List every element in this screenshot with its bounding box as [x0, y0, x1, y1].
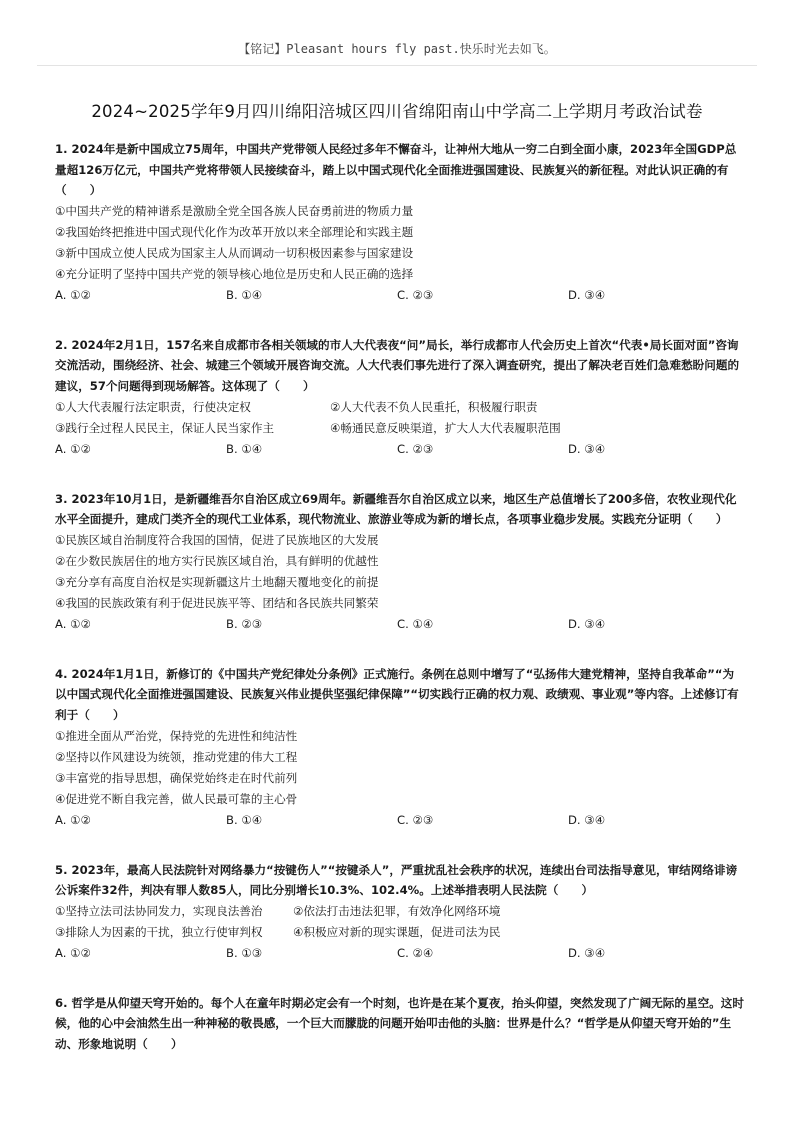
choice-c[interactable]: C. ②④: [397, 945, 434, 960]
answer-choices: [55, 439, 745, 460]
question-stem: 2. 2024年2月1日，157名来自成都市各相关领域的市人大代表夜“问”局长，举行成都市人代会历史上首次“代表•局长面对面”咨询交流活动，围绕经济、社会、城建三个领域开展咨询交流。人大代表们事先进行了深入调查研究，提出了解决老百姓们急难愁盼问题的建议，57个问题得到现场解答。这体现了（ ）: [55, 337, 740, 393]
statement-item: ②我国始终把推进中国式现代化作为改革开放以来全部理论和实践主题: [55, 224, 414, 239]
statement-row: [55, 901, 745, 922]
question-stem: 3. 2023年10月1日，是新疆维吾尔自治区成立69周年。新疆维吾尔自治区成立以来，地区生产总值增长了200多倍，农牧业现代化水平全面提升，建成门类齐全的现代工业体系，现代物流业、旅游业等成为新的增长点，各项事业稳步发展。实践充分证明（ ）: [55, 491, 737, 527]
choice-a[interactable]: A. ①②: [55, 287, 91, 302]
choice-d[interactable]: D. ③④: [568, 616, 606, 631]
choice-c[interactable]: C. ②③: [397, 287, 434, 302]
question-4: [55, 664, 745, 831]
statement-item: ④积极应对新的现实课题，促进司法为民: [293, 924, 501, 939]
page-title: 2024~2025学年9月四川绵阳涪城区四川省绵阳南山中学高二上学期月考政治试卷: [91, 102, 703, 121]
answer-choices: [55, 943, 745, 964]
question-stem: 1. 2024年是新中国成立75周年，中国共产党带领人民经过多年不懈奋斗，让神州大地从一穷二白到全面小康，2023年全国GDP总量超126万亿元，中国共产党将带领人民接续奋斗，踏上以中国式现代化全面推进强国建设、民族复兴的新征程。对此认识正确的有（ ）: [55, 142, 737, 198]
choice-a[interactable]: A. ①②: [55, 441, 91, 456]
choice-b[interactable]: B. ①④: [226, 287, 263, 302]
question-stem: 6. 哲学是从仰望天穹开始的。每个人在童年时期必定会有一个时刻，也许是在某个夏夜，抬头仰望，突然发现了广阔无际的星空。这时候，他的心中会油然生出一种神秘的敬畏感，一个巨大而朦胧的问题开始叩击他的头脑：世界是什么？“哲学是从仰望天穹开始的”生动、形象地说明（ ）: [55, 995, 744, 1051]
answer-choices: [55, 285, 745, 306]
statement-item: ②坚持以作风建设为统领，推动党建的伟大工程: [55, 749, 298, 764]
choice-d[interactable]: D. ③④: [568, 441, 606, 456]
choice-c[interactable]: C. ①④: [397, 616, 434, 631]
choice-b[interactable]: B. ①③: [226, 945, 263, 960]
choice-a[interactable]: A. ①②: [55, 616, 91, 631]
question-list: [55, 139, 745, 1084]
statement-item: ③充分享有高度自治权是实现新疆这片土地翻天覆地变化的前提: [55, 574, 379, 589]
statement-item: ②在少数民族居住的地方实行民族区域自治，具有鲜明的优越性: [55, 553, 379, 568]
question-stem: 4. 2024年1月1日，新修订的《中国共产党纪律处分条例》正式施行。条例在总则中增写了“弘扬伟大建党精神，坚持自我革命”“为以中国式现代化全面推进强国建设、民族复兴伟业提供坚强纪律保障”“切实践行正确的权力观、政绩观、事业观”等内容。上述修订有利于（ ）: [55, 666, 739, 722]
choice-a[interactable]: A. ①②: [55, 945, 91, 960]
statement-item: ①坚持立法司法协同发力，实现良法善治: [55, 903, 263, 918]
answer-choices: [55, 810, 745, 831]
choice-b[interactable]: B. ①④: [226, 812, 263, 827]
statement-item: ④我国的民族政策有利于促进民族平等、团结和各民族共同繁荣: [55, 595, 379, 610]
statement-item: ②依法打击违法犯罪，有效净化网络环境: [293, 903, 501, 918]
choice-d[interactable]: D. ③④: [568, 812, 606, 827]
statement-item: ②人大代表不负人民重托，积极履行职责: [330, 399, 538, 414]
statement-row: [55, 922, 745, 943]
choice-b[interactable]: B. ①④: [226, 441, 263, 456]
statement-item: ④促进党不断自我完善，做人民最可靠的主心骨: [55, 791, 298, 806]
statement-row: [55, 418, 745, 439]
statement-item: ①民族区域自治制度符合我国的国情，促进了民族地区的大发展: [55, 532, 379, 547]
question-stem: 5. 2023年，最高人民法院针对网络暴力“按键伤人”“按键杀人”，严重扰乱社会秩序的状况，连续出台司法指导意见，审结网络诽谤公诉案件32件，判决有罪人数85人，同比分别增长10.3%、102.4%。上述举措表明人民法院（ ）: [55, 862, 738, 898]
header-divider: [37, 65, 757, 66]
statement-item: ③丰富党的指导思想，确保党始终走在时代前列: [55, 770, 298, 785]
question-2: [55, 335, 745, 460]
choice-c[interactable]: C. ②③: [397, 441, 434, 456]
statement-item: ①推进全面从严治党，保持党的先进性和纯洁性: [55, 728, 298, 743]
choice-c[interactable]: C. ②③: [397, 812, 434, 827]
question-6: [55, 993, 745, 1055]
statement-item: ①人大代表履行法定职责，行使决定权: [55, 399, 251, 414]
answer-choices: [55, 614, 745, 635]
choice-a[interactable]: A. ①②: [55, 812, 91, 827]
question-5: [55, 860, 745, 964]
question-1: [55, 139, 745, 306]
statement-item: ③践行全过程人民民主，保证人民当家作主: [55, 420, 275, 435]
statement-item: ③排除人为因素的干扰，独立行使审判权: [55, 924, 263, 939]
header-motto: 【铭记】Pleasant hours fly past.快乐时光去如飞。: [238, 42, 556, 56]
statement-item: ④畅通民意反映渠道，扩大人大代表履职范围: [330, 420, 561, 435]
statement-row: [55, 397, 745, 418]
statement-item: ③新中国成立使人民成为国家主人从而调动一切积极因素参与国家建设: [55, 245, 414, 260]
choice-d[interactable]: D. ③④: [568, 287, 606, 302]
statement-item: ④充分证明了坚持中国共产党的领导核心地位是历史和人民正确的选择: [55, 266, 414, 281]
question-3: [55, 489, 745, 635]
statement-item: ①中国共产党的精神谱系是激励全党全国各族人民奋勇前进的物质力量: [55, 203, 414, 218]
choice-b[interactable]: B. ②③: [226, 616, 263, 631]
choice-d[interactable]: D. ③④: [568, 945, 606, 960]
